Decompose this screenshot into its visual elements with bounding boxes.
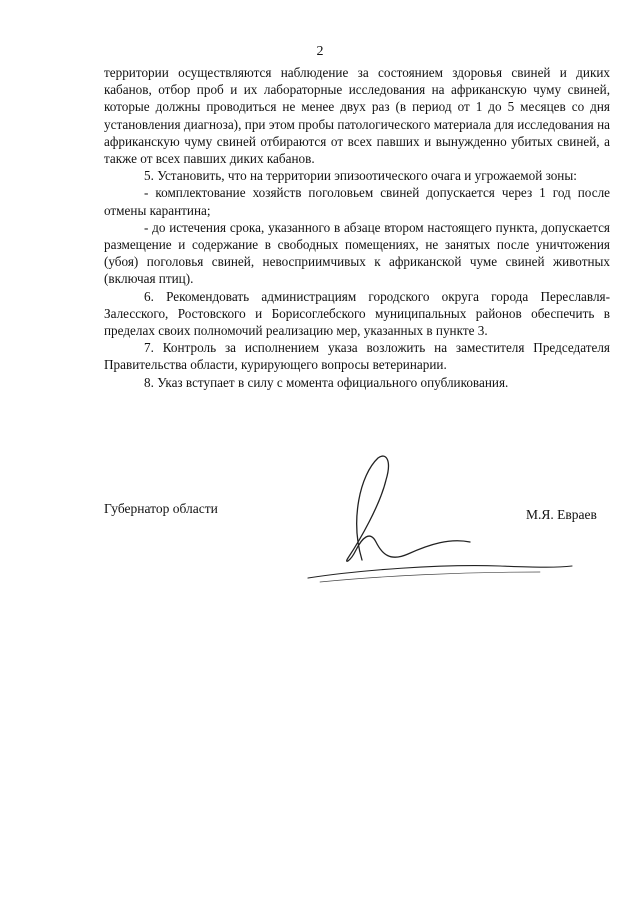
paragraph-item-5-dash-1: - комплектование хозяйств поголовьем свиней допускается через 1 год после отмены карантина; — [104, 185, 610, 218]
paragraph-item-8: 8. Указ вступает в силу с момента официального опубликования. — [144, 374, 509, 390]
paragraph-item-5: 5. Установить, что на территории эпизоотического очага и угрожаемой зоны: — [144, 168, 577, 184]
signatory-name: М.Я. Евраев — [526, 507, 597, 522]
paragraph-continuation: территории осуществляются наблюдение за состоянием здоровья свиней и диких кабанов, отбор проб и их лабораторные исследования на африканскую чуму свиней, которые должны проводиться не менее двух раз (в период от 1 до 5 месяцев со дня установления диагноза), при этом пробы патологического материала для исследования на африканскую чуму свиней отбираются от всех павших и вынужденно убитых свиней, а также от всех павших диких кабанов. — [104, 65, 610, 167]
paragraph-item-5-dash-2: - до истечения срока, указанного в абзаце втором настоящего пункта, допускается размещение и содержание в свободных помещениях, не занятых после уничтожения (убоя) поголовья свиней, невосприимчивых к африканской чуме свиней животных (включая птиц). — [104, 219, 610, 287]
page-number: 2 — [316, 44, 324, 59]
paragraph-item-6: 6. Рекомендовать администрациям городского округа города Переславля-Залесского, Ростовского и Борисоглебского муниципальных районов обеспечить в пределах своих полномочий реализацию мер, указанных в пункте 3. — [104, 288, 610, 339]
document-body — [104, 64, 610, 391]
signatory-title: Губернатор области — [104, 501, 218, 516]
paragraph-item-7: 7. Контроль за исполнением указа возложить на заместителя Председателя Правительства области, курирующего вопросы ветеринарии. — [104, 340, 610, 373]
